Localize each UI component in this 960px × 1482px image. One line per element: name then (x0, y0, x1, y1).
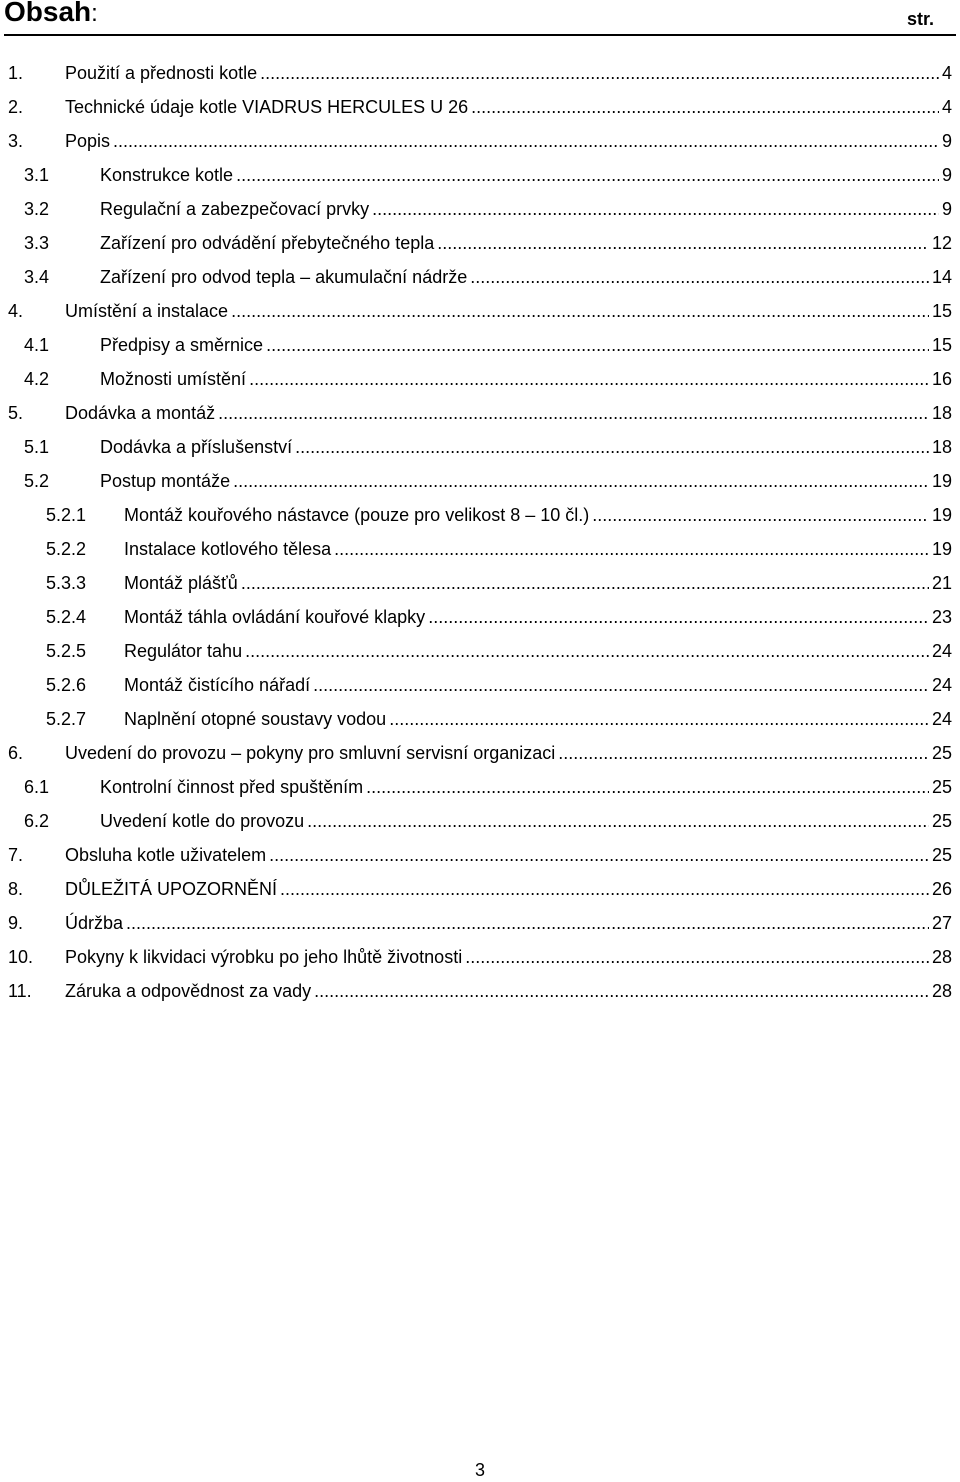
toc-entry-page: 25 (931, 811, 952, 831)
toc-entry-title: Umístění a instalace (65, 294, 228, 328)
toc-entry[interactable] (0, 90, 960, 124)
toc-entry-number: 3.4 (24, 267, 50, 287)
toc-dot-leader (241, 566, 929, 600)
toc-entry-page: 9 (941, 165, 952, 185)
toc-entry[interactable] (0, 430, 960, 464)
toc-dot-leader (314, 974, 929, 1008)
toc-entry-page: 28 (931, 981, 952, 1001)
toc-entry-title: Zařízení pro odvádění přebytečného tepla (100, 226, 434, 260)
toc-entry-title: Zařízení pro odvod tepla – akumulační nádrže (100, 260, 467, 294)
toc-dot-leader (266, 328, 929, 362)
toc-dot-leader (313, 668, 929, 702)
toc-entry[interactable] (0, 396, 960, 430)
toc-entry-page: 9 (941, 199, 952, 219)
toc-dot-leader (366, 770, 929, 804)
header (0, 0, 960, 34)
toc-dot-leader (592, 498, 929, 532)
header-divider (4, 34, 956, 36)
toc-entry-title: Záruka a odpovědnost za vady (65, 974, 311, 1008)
toc-dot-leader (245, 634, 929, 668)
toc-entry-page: 27 (931, 913, 952, 933)
toc-entry-page: 24 (931, 709, 952, 729)
toc-dot-leader (236, 158, 939, 192)
toc-entry-page: 28 (931, 947, 952, 967)
toc-entry-page: 12 (931, 233, 952, 253)
toc-entry-number: 5.2 (24, 471, 50, 491)
page-number: 3 (474, 1460, 485, 1480)
toc-dot-leader (231, 294, 929, 328)
toc-entry-title: Dodávka a montáž (65, 396, 215, 430)
toc-entry-page: 25 (931, 777, 952, 797)
toc-entry-number: 5.2.1 (46, 505, 87, 525)
toc-entry[interactable] (0, 736, 960, 770)
toc-entry[interactable] (0, 566, 960, 600)
toc-entry-number: 5.2.5 (46, 641, 87, 661)
toc-dot-leader (260, 56, 939, 90)
toc-entry-number: 2. (8, 97, 24, 117)
toc-entry[interactable] (0, 498, 960, 532)
toc-entry-number: 6.1 (24, 777, 50, 797)
toc-entry-number: 6.2 (24, 811, 50, 831)
toc-entry-number: 3.2 (24, 199, 50, 219)
toc-entry[interactable] (0, 328, 960, 362)
toc-entry-number: 5.1 (24, 437, 50, 457)
toc-entry[interactable] (0, 940, 960, 974)
toc-dot-leader (428, 600, 929, 634)
toc-entry-page: 23 (931, 607, 952, 627)
page-title: Obsah: (4, 0, 98, 27)
toc-entry[interactable] (0, 362, 960, 396)
toc-entry-title: Regulační a zabezpečovací prvky (100, 192, 369, 226)
toc-entry-page: 19 (931, 471, 952, 491)
toc-dot-leader (269, 838, 929, 872)
toc-entry-title: Pokyny k likvidaci výrobku po jeho lhůtě životnosti (65, 940, 462, 974)
toc-dot-leader (218, 396, 929, 430)
toc-dot-leader (389, 702, 929, 736)
toc-entry-page: 25 (931, 845, 952, 865)
toc-entry-page: 4 (941, 97, 952, 117)
toc-entry[interactable] (0, 838, 960, 872)
toc-entry-title: Montáž čistícího nářadí (124, 668, 310, 702)
toc-entry[interactable] (0, 634, 960, 668)
toc-entry-number: 4.1 (24, 335, 50, 355)
toc-entry-page: 24 (931, 641, 952, 661)
toc-entry-number: 3.3 (24, 233, 50, 253)
toc-entry[interactable] (0, 906, 960, 940)
toc-entry-page: 19 (931, 539, 952, 559)
toc-entry-page: 26 (931, 879, 952, 899)
page-column-label: str. (906, 9, 934, 29)
toc-entry-title: Konstrukce kotle (100, 158, 233, 192)
toc-entry[interactable] (0, 124, 960, 158)
toc-entry-page: 15 (931, 301, 952, 321)
toc-entry[interactable] (0, 974, 960, 1008)
toc-entry-number: 4.2 (24, 369, 50, 389)
toc-entry[interactable] (0, 770, 960, 804)
toc-dot-leader (233, 464, 929, 498)
toc-entry-title: Montáž plášťů (124, 566, 238, 600)
toc-entry[interactable] (0, 532, 960, 566)
toc-entry[interactable] (0, 872, 960, 906)
toc-entry-page: 19 (931, 505, 952, 525)
toc-entry[interactable] (0, 260, 960, 294)
toc-entry-number: 6. (8, 743, 24, 763)
toc-entry-page: 18 (931, 403, 952, 423)
toc-entry-number: 10. (8, 947, 34, 967)
toc-entry[interactable] (0, 294, 960, 328)
toc-entry-title: Montáž táhla ovládání kouřové klapky (124, 600, 425, 634)
toc-entry-page: 16 (931, 369, 952, 389)
toc-entry-page: 18 (931, 437, 952, 457)
toc-entry-page: 24 (931, 675, 952, 695)
toc-dot-leader (470, 260, 929, 294)
toc-entry[interactable] (0, 600, 960, 634)
toc-entry-title: DŮLEŽITÁ UPOZORNĚNÍ (65, 872, 277, 906)
toc-dot-leader (280, 872, 929, 906)
toc-entry-page: 14 (931, 267, 952, 287)
toc-entry[interactable] (0, 804, 960, 838)
toc-entry-title: Technické údaje kotle VIADRUS HERCULES U 26 (65, 90, 468, 124)
toc-entry[interactable] (0, 158, 960, 192)
toc-entry-title: Použití a přednosti kotle (65, 56, 257, 90)
toc-dot-leader (372, 192, 939, 226)
toc-entry-title: Naplnění otopné soustavy vodou (124, 702, 386, 736)
toc-entry-title: Možnosti umístění (100, 362, 246, 396)
toc-entry-number: 3.1 (24, 165, 50, 185)
toc-dot-leader (437, 226, 929, 260)
toc-entry-title: Montáž kouřového nástavce (pouze pro velikost 8 – 10 čl.) (124, 498, 589, 532)
toc-entry-title: Předpisy a směrnice (100, 328, 263, 362)
toc-entry[interactable] (0, 464, 960, 498)
toc-entry-number: 5.2.6 (46, 675, 87, 695)
toc-entry-page: 15 (931, 335, 952, 355)
toc-dot-leader (558, 736, 929, 770)
toc-entry-page: 25 (931, 743, 952, 763)
toc-dot-leader (113, 124, 939, 158)
toc-dot-leader (471, 90, 939, 124)
toc-dot-leader (307, 804, 929, 838)
toc-entry[interactable] (0, 226, 960, 260)
toc-entry[interactable] (0, 668, 960, 702)
toc-entry[interactable] (0, 56, 960, 90)
toc-entry[interactable] (0, 192, 960, 226)
toc-entry-number: 5.2.4 (46, 607, 87, 627)
toc-entry-title: Postup montáže (100, 464, 230, 498)
toc-dot-leader (249, 362, 929, 396)
toc-entry-title: Kontrolní činnost před spuštěním (100, 770, 363, 804)
toc-entry-number: 5.3.3 (46, 573, 87, 593)
toc-dot-leader (126, 906, 929, 940)
toc-entry-number: 11. (8, 981, 32, 1001)
toc-entry-title: Instalace kotlového tělesa (124, 532, 331, 566)
toc-entry-page: 4 (941, 63, 952, 83)
toc-dot-leader (295, 430, 929, 464)
toc-entry-title: Dodávka a příslušenství (100, 430, 292, 464)
toc-entry-page: 21 (931, 573, 952, 593)
toc-dot-leader (334, 532, 929, 566)
toc-entry-title: Údržba (65, 906, 123, 940)
toc-entry-number: 9. (8, 913, 24, 933)
toc-entry-number: 3. (8, 131, 24, 151)
toc-entry-title: Regulátor tahu (124, 634, 242, 668)
toc-entry-number: 7. (8, 845, 24, 865)
toc-entry-number: 5.2.2 (46, 539, 87, 559)
toc-entry[interactable] (0, 702, 960, 736)
toc-entry-title: Popis (65, 124, 110, 158)
toc-entry-number: 4. (8, 301, 24, 321)
toc-entry-page: 9 (941, 131, 952, 151)
toc-dot-leader (465, 940, 929, 974)
toc-entry-title: Obsluha kotle uživatelem (65, 838, 266, 872)
toc-entry-number: 8. (8, 879, 24, 899)
toc-entry-number: 5.2.7 (46, 709, 87, 729)
toc-entry-number: 1. (8, 63, 24, 83)
toc-entry-title: Uvedení do provozu – pokyny pro smluvní servisní organizaci (65, 736, 555, 770)
toc-entry-number: 5. (8, 403, 24, 423)
toc-entry-title: Uvedení kotle do provozu (100, 804, 304, 838)
